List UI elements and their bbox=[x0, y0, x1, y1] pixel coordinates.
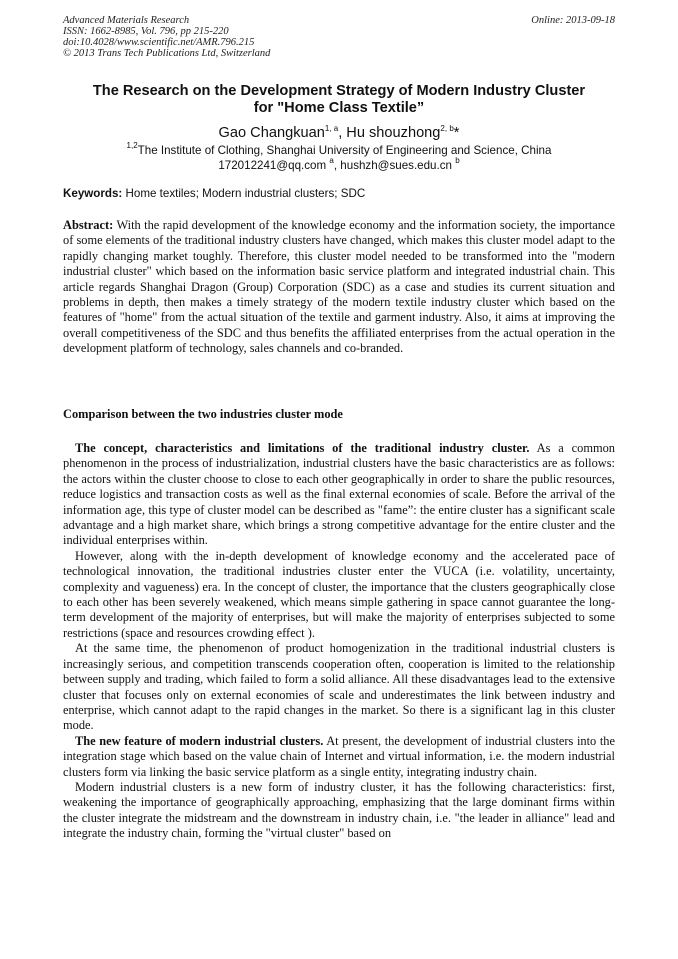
paragraph bbox=[63, 780, 615, 842]
email-2-marker: b bbox=[455, 156, 460, 165]
paragraph-text: As a common phenomenon in the process of industrialization, industrial clusters have the basic characteristics are as follows: the actors within the cluster choose to close to each other geographically in order to share the public resources, reduce logistics and transaction costs as well as the final external economies of scale. Before the arrival of the information age, this type of cluster model can be described as "fame”: the entire cluster has a significant scale advantage and a high market share, which brings a strong competitive advantage for the entire cluster and the individual enterprises within. bbox=[63, 441, 615, 548]
email-separator: , bbox=[333, 159, 341, 172]
journal-header bbox=[63, 15, 615, 59]
title-line-2: for "Home Class Textile” bbox=[253, 100, 425, 116]
author-1: Gao Changkuan bbox=[218, 125, 325, 141]
abstract-label: Abstract: bbox=[63, 218, 114, 232]
paragraph bbox=[63, 641, 615, 733]
paragraph-lead: The new feature of modern industrial clusters. bbox=[75, 733, 324, 748]
affiliation-marker: 1,2 bbox=[126, 141, 138, 150]
affiliation-text: The Institute of Clothing, Shanghai University of Engineering and Science, China bbox=[137, 144, 552, 157]
copyright-line: © 2013 Trans Tech Publications Ltd, Switzerland bbox=[63, 48, 271, 59]
affiliation bbox=[40, 141, 638, 158]
email-2[interactable]: hushzh@sues.edu.cn bbox=[340, 159, 452, 172]
abstract bbox=[63, 218, 615, 357]
keywords-label: Keywords: bbox=[63, 187, 123, 200]
corresponding-mark: * bbox=[453, 125, 460, 141]
author-2: Hu shouzhong bbox=[346, 125, 441, 141]
email-line bbox=[40, 156, 638, 173]
section-heading: Comparison between the two industries cluster mode bbox=[63, 407, 343, 421]
email-1[interactable]: 172012241@qq.com bbox=[218, 159, 327, 172]
paragraph bbox=[63, 734, 615, 780]
paragraph bbox=[63, 441, 615, 549]
online-date: Online: 2013-09-18 bbox=[531, 15, 615, 26]
email-1-marker: a bbox=[329, 156, 334, 165]
paragraph bbox=[63, 549, 615, 641]
doi-line: doi:10.4028/www.scientific.net/AMR.796.215 bbox=[63, 37, 255, 48]
author-1-affil: 1, a bbox=[324, 124, 339, 133]
abstract-text: With the rapid development of the knowledge economy and the information society, the importance of some elements of the traditional industry clusters have changed, which makes this cluster model adapt to the rapidly changing market toughly. Therefore, this cluster model needed to be transformed into the "modern industrial cluster" which based on the information basic service platform and integrated industrial chain. This article regards Shanghai Dragon (Group) Corporation (SDC) as a case and studies its current situation and problems in depth, then makes a timely strategy of the modern textile industry cluster which based on the features of "home" from the actual situation of the textile and garment industry. Also, it aims at improving the overall competitiveness of the SDC and thus benefits the affiliated enterprises from the actual operation in the development platform of technology, sales channels and co-branded. bbox=[63, 218, 615, 356]
paragraph-text: At the same time, the phenomenon of product homogenization in the traditional industrial clusters is increasingly serious, and competition transcends cooperation often, cooperation is limited to the relationship between supply and trading, which failed to form a solid alliance. All these disadvantages lead to the extensive cluster that focuses only on external economies of scale and underestimates the link between industry and enterprise, which cannot adapt to the rapid changes in the market. So there is a significant lag in this cluster mode. bbox=[63, 641, 615, 733]
author-separator: , bbox=[338, 125, 347, 141]
paragraph-text: At present, the development of industrial clusters into the integration stage which based on the value chain of Internet and virtual information, i.e. the modern industrial clusters form via linking the basic service platform as a single entity, integrating industry chain. bbox=[63, 733, 615, 779]
author-list bbox=[40, 125, 638, 141]
issn-line: ISSN: 1662-8985, Vol. 796, pp 215-220 bbox=[63, 26, 229, 37]
journal-name: Advanced Materials Research bbox=[63, 15, 190, 26]
paper-title bbox=[40, 83, 638, 117]
keywords-text: Home textiles; Modern industrial clusters; SDC bbox=[122, 187, 366, 200]
author-2-affil: 2, b bbox=[440, 124, 454, 133]
section-body bbox=[63, 441, 615, 842]
keywords bbox=[63, 187, 615, 201]
title-line-1: The Research on the Development Strategy of Modern Industry Cluster bbox=[92, 83, 586, 99]
paragraph-text: However, along with the in-depth development of knowledge economy and the accelerated pace of technological innovation, the traditional industries cluster enter the VUCA (i.e. volatility, uncertainty, complexity and vagueness) era. In the concept of cluster, the importance that the clusters geographically close to each other has been severely weakened, which means simple gathering in space cannot guarantee the long-term development of the majority of enterprises, but will make the majority of enterprises subjected to some restrictions (space and resources crowding effect ). bbox=[63, 548, 615, 640]
paragraph-lead: The concept, characteristics and limitations of the traditional industry cluster. bbox=[75, 441, 530, 455]
paragraph-text: Modern industrial clusters is a new form of industry cluster, it has the following characteristics: first, weakening the importance of geographically approaching, emphasizing that the large dominant firms within the cluster integrate the midstream and the downstream in industry chain, i.e. "the leader in alliance" lead and integrate the industry chain, forming the "virtual cluster" based on bbox=[63, 779, 615, 841]
